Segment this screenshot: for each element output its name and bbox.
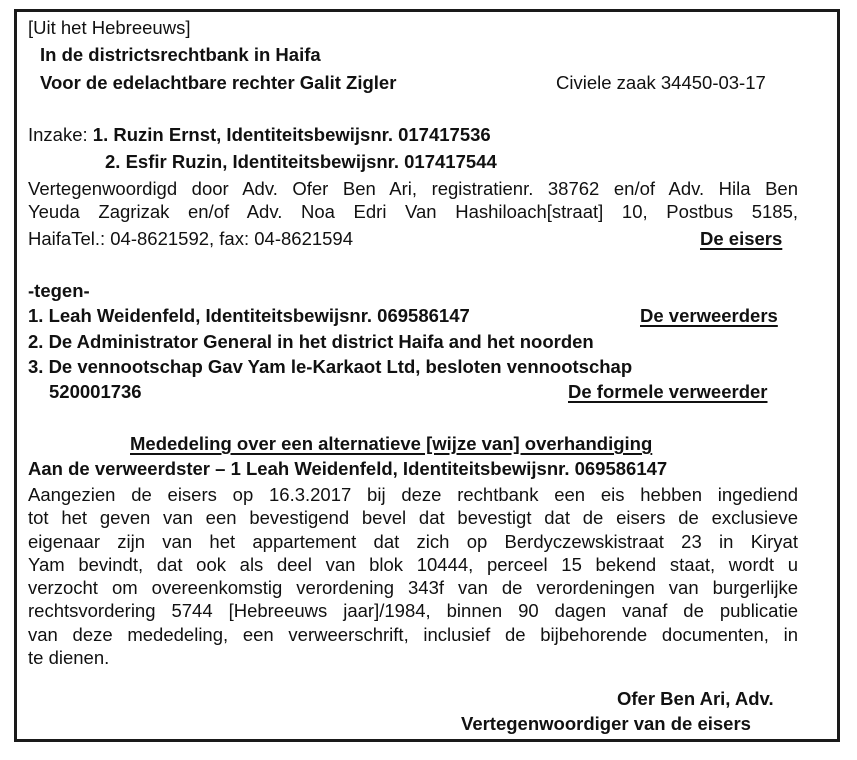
defendant-1: 1. Leah Weidenfeld, Identiteitsbewijsnr. 069586147 <box>28 305 470 326</box>
representation-line: Vertegenwoordigd door Adv. Ofer Ben Ari, registratienr. 38762 en/of Adv. Hila Ben <box>28 178 798 199</box>
notice-title: Mededeling over een alternatieve [wijze van] overhandiging <box>130 433 653 454</box>
defendant-2: 2. De Administrator General in het district Haifa and het noorden <box>28 331 594 352</box>
defendant-3-role: De formele verweerder <box>568 381 768 402</box>
defendant-3-number: 520001736 <box>49 381 142 402</box>
intro-label: Inzake: <box>28 124 93 145</box>
court-name: In de districtsrechtbank in Haifa <box>40 44 321 65</box>
notice-body-line: Yam bevindt, dat ook als deel van blok 10444, perceel 15 bekend staat, wordt u <box>28 553 798 575</box>
notice-body-line: eigenaar zijn van het appartement dat zich op Berdyczewskistraat 23 in Kiryat <box>28 530 798 552</box>
notice-body-line: rechtsvordering 5744 [Hebreeuws jaar]/1984, binnen 90 dagen vanaf de publicatie <box>28 600 798 622</box>
case-number: Civiele zaak 34450-03-17 <box>556 72 766 93</box>
plaintiffs-block <box>28 124 491 146</box>
notice-body-line: tot het geven van een bevestigend bevel dat bevestigt dat de eisers de exclusieve <box>28 507 798 529</box>
representation-text <box>28 177 798 224</box>
representation-line: Yeuda Zagrizak en/of Adv. Noa Edri Van Hashiloach[straat] 10, Postbus 5185, <box>28 201 798 223</box>
judge-name: Voor de edelachtbare rechter Galit Zigler <box>40 72 397 93</box>
signature-name: Ofer Ben Ari, Adv. <box>617 688 774 709</box>
notice-body <box>28 483 798 669</box>
notice-addressee: Aan de verweerdster – 1 Leah Weidenfeld, Identiteitsbewijsnr. 069586147 <box>28 458 668 479</box>
against-label: -tegen- <box>28 280 90 301</box>
translation-note: [Uit het Hebreeuws] <box>28 17 191 38</box>
defendant-1-role: De verweerders <box>640 305 778 326</box>
notice-body-line: verzocht om overeenkomstig verordening 343f van de verordeningen van burgerlijke <box>28 577 798 599</box>
plaintiff-1: 1. Ruzin Ernst, Identiteitsbewijsnr. 017417536 <box>92 124 491 145</box>
representation-line: HaifaTel.: 04-8621592, fax: 04-8621594 <box>28 228 354 249</box>
notice-body-line: te dienen. <box>28 647 110 669</box>
notice-body-line: Aangezien de eisers op 16.3.2017 bij deze rechtbank een eis hebben ingediend <box>28 484 798 505</box>
signature-title: Vertegenwoordiger van de eisers <box>461 713 751 734</box>
plaintiffs-role: De eisers <box>700 228 783 249</box>
plaintiff-2: 2. Esfir Ruzin, Identiteitsbewijsnr. 017417544 <box>105 151 497 172</box>
notice-body-line: van deze mededeling, een verweerschrift, inclusief de bijbehorende documenten, in <box>28 623 798 645</box>
defendant-3: 3. De vennootschap Gav Yam le-Karkaot Ltd, besloten vennootschap <box>28 356 633 377</box>
